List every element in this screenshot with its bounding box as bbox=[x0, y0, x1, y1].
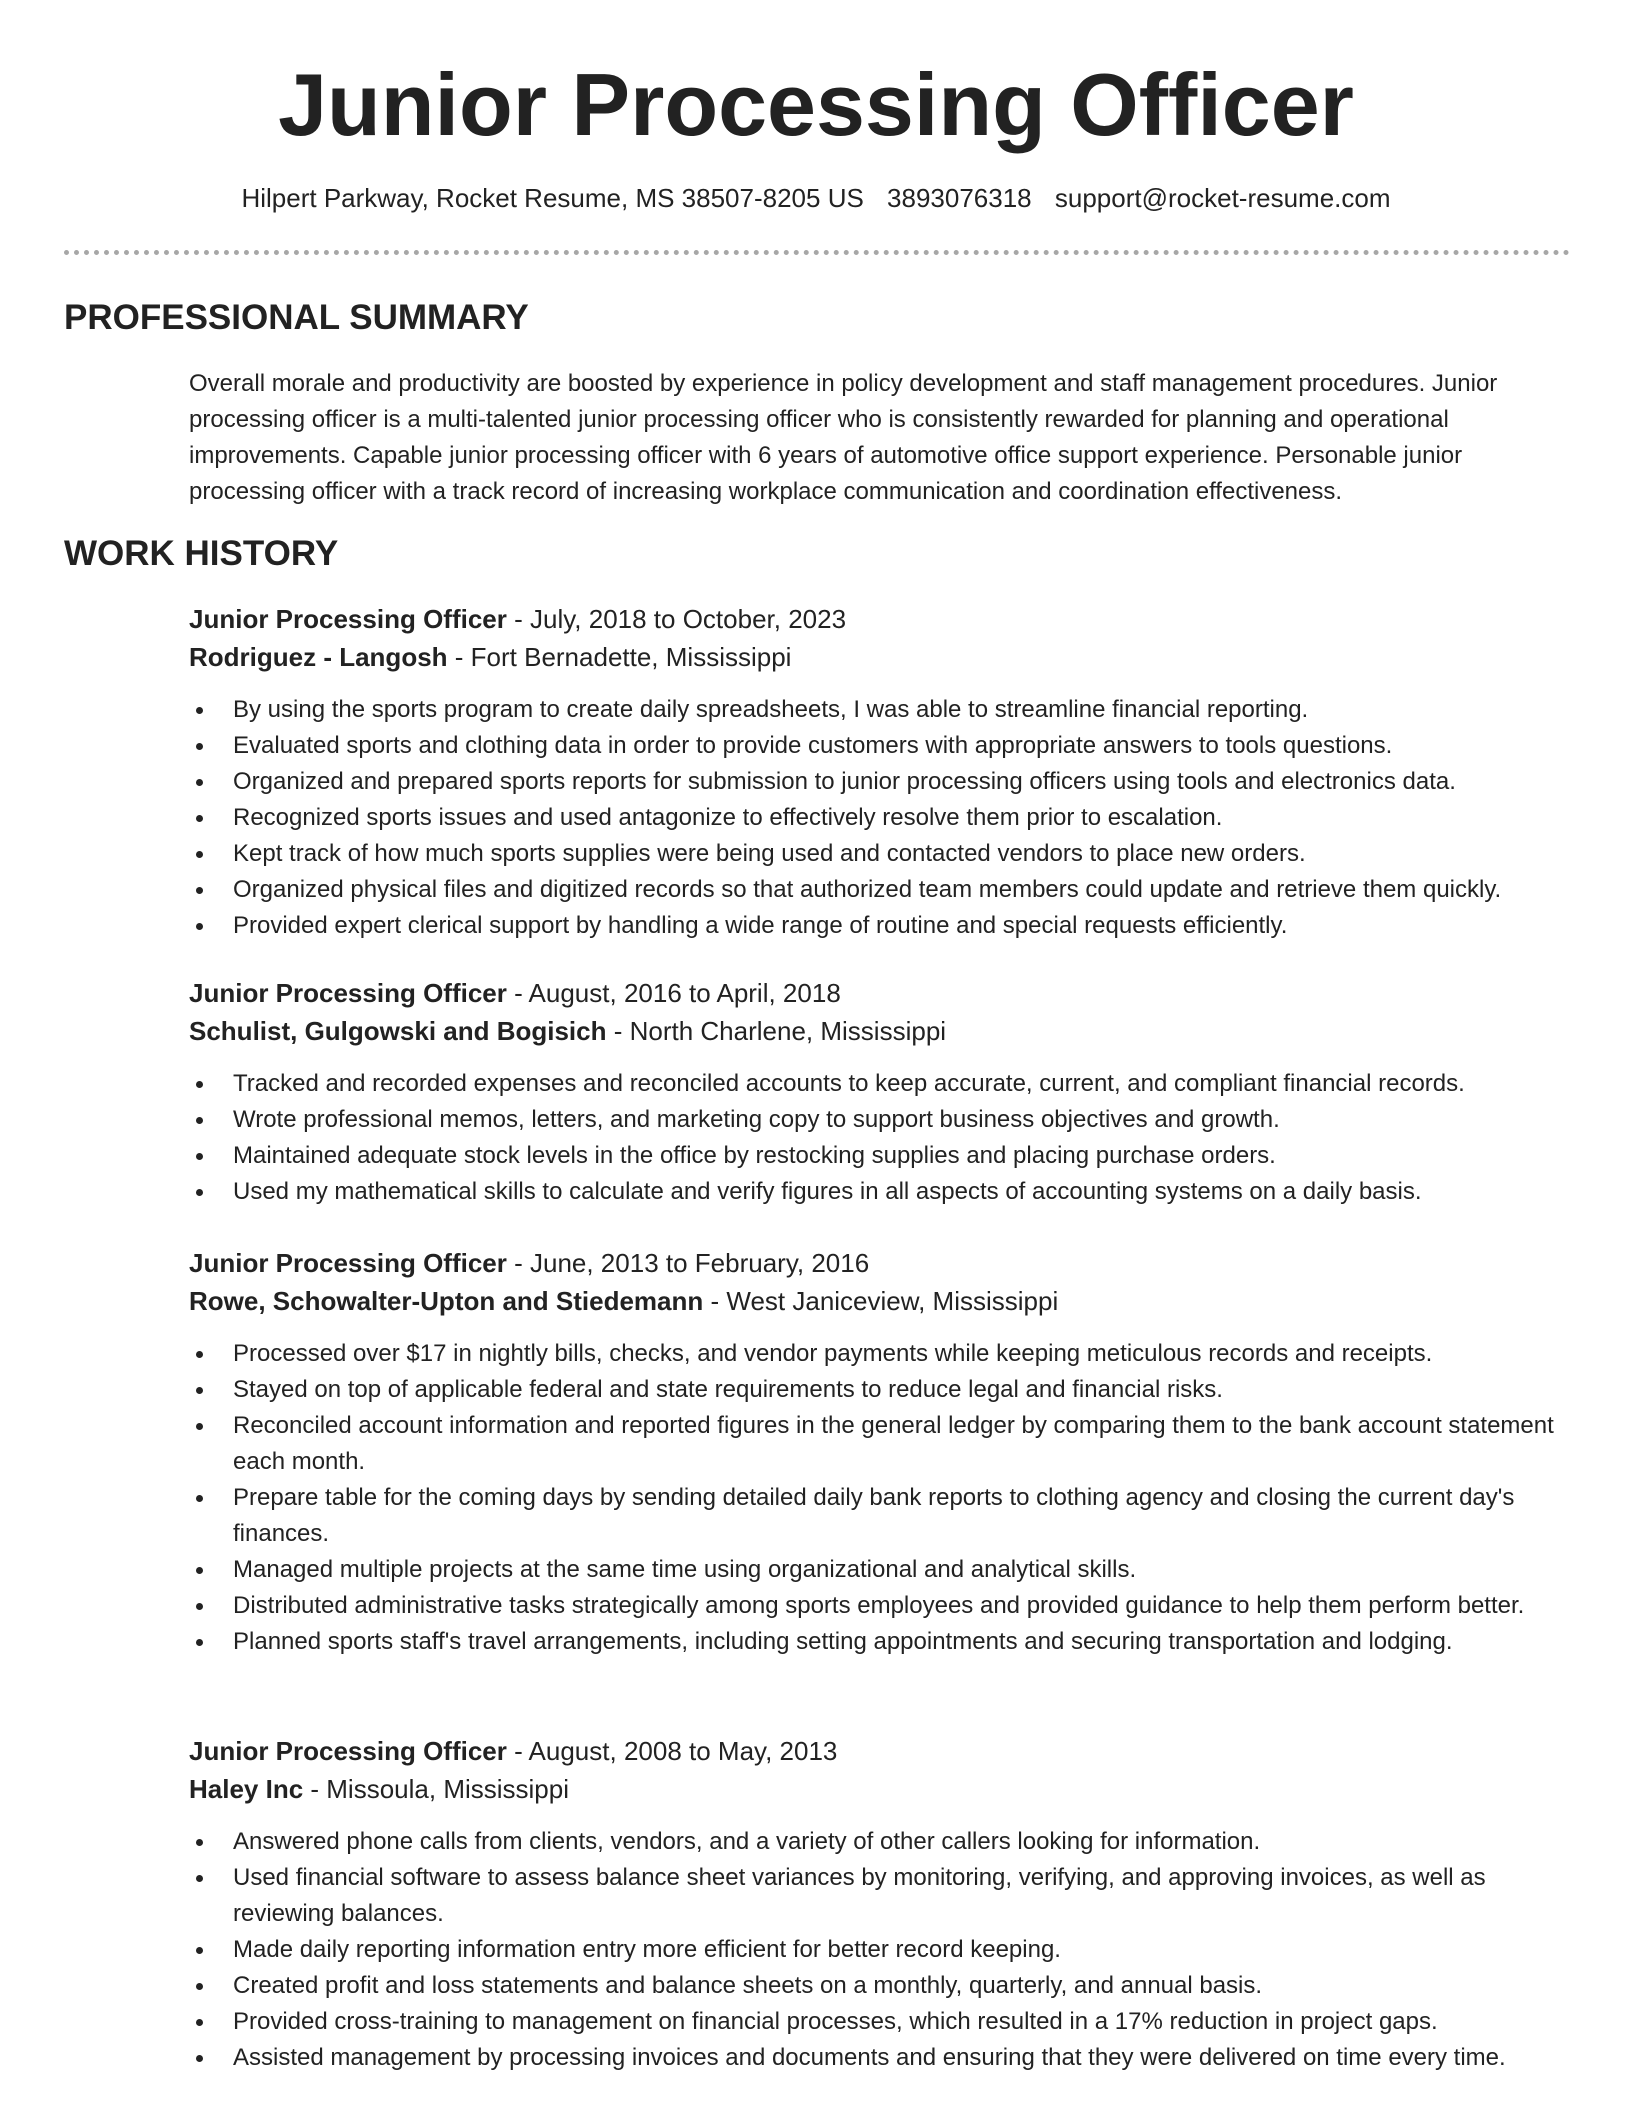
bullet-item: Kept track of how much sports supplies were being used and contacted vendors to place new orders. bbox=[233, 836, 1579, 872]
bullet-item: Organized and prepared sports reports for submission to junior processing officers using tools and electronics data. bbox=[233, 764, 1579, 800]
candidate-name: Junior Processing Officer bbox=[278, 55, 1354, 154]
job-location: - West Janiceview, Mississippi bbox=[703, 1286, 1059, 1316]
job-company: Schulist, Gulgowski and Bogisich bbox=[189, 1016, 607, 1046]
job-dates: - August, 2008 to May, 2013 bbox=[506, 1736, 838, 1766]
job-role: Junior Processing Officer bbox=[189, 1248, 507, 1278]
bullet-item: Made daily reporting information entry more efficient for better record keeping. bbox=[233, 1932, 1579, 1968]
summary-text: Overall morale and productivity are boosted by experience in policy development and staff management procedures. Junior processing officer is a multi-talented junior processing officer who is consistently rewarded for planning and operational improvements. Capable junior processing officer with 6 years of automotive office support experience. Personable junior processing officer with a track record of increasing workplace communication and coordination effectiveness. bbox=[189, 370, 1498, 505]
job-company: Rowe, Schowalter-Upton and Stiedemann bbox=[189, 1286, 704, 1316]
bullet-item: Planned sports staff's travel arrangements, including setting appointments and securing transportation and lodging. bbox=[233, 1624, 1579, 1660]
job-location: - Missoula, Mississippi bbox=[303, 1774, 569, 1804]
job-company: Rodriguez - Langosh bbox=[189, 642, 448, 672]
contact-email: support@rocket-resume.com bbox=[1054, 183, 1391, 213]
bullet-item: Maintained adequate stock levels in the office by restocking supplies and placing purchase orders. bbox=[233, 1138, 1579, 1174]
job-bullets bbox=[189, 692, 1579, 944]
job-company-line bbox=[189, 1012, 1579, 1050]
job-title-line bbox=[189, 1244, 1579, 1282]
bullet-item: Created profit and loss statements and balance sheets on a monthly, quarterly, and annual basis. bbox=[233, 1968, 1579, 2004]
job-title-line bbox=[189, 1732, 1579, 1770]
job-dates: - July, 2018 to October, 2023 bbox=[506, 604, 847, 634]
contact-line bbox=[0, 180, 1632, 216]
header-divider bbox=[64, 250, 1570, 255]
bullet-item: Provided expert clerical support by handling a wide range of routine and special requests efficiently. bbox=[233, 908, 1579, 944]
job-title-line bbox=[189, 600, 1579, 638]
job-company-line bbox=[189, 638, 1579, 676]
job-role: Junior Processing Officer bbox=[189, 978, 507, 1008]
bullet-item: Prepare table for the coming days by sending detailed daily bank reports to clothing agency and closing the current day's finances. bbox=[233, 1480, 1579, 1552]
bullet-item: Tracked and recorded expenses and reconciled accounts to keep accurate, current, and compliant financial records. bbox=[233, 1066, 1579, 1102]
summary-heading: PROFESSIONAL SUMMARY bbox=[64, 298, 529, 337]
bullet-item: Used my mathematical skills to calculate and verify figures in all aspects of accounting systems on a daily basis. bbox=[233, 1174, 1579, 1210]
job-company-line bbox=[189, 1770, 1579, 1808]
job-entry bbox=[189, 600, 1579, 944]
bullet-item: Reconciled account information and reported figures in the general ledger by comparing them to the bank account statement each month. bbox=[233, 1408, 1579, 1480]
job-role: Junior Processing Officer bbox=[189, 604, 507, 634]
job-location: - North Charlene, Mississippi bbox=[606, 1016, 947, 1046]
job-entry bbox=[189, 1244, 1579, 1660]
bullet-item: Organized physical files and digitized records so that authorized team members could update and retrieve them quickly. bbox=[233, 872, 1579, 908]
contact-phone: 3893076318 bbox=[887, 183, 1032, 213]
job-bullets bbox=[189, 1336, 1579, 1660]
job-dates: - August, 2016 to April, 2018 bbox=[506, 978, 841, 1008]
job-entry bbox=[189, 1732, 1579, 2076]
job-company-line bbox=[189, 1282, 1579, 1320]
job-entry bbox=[189, 974, 1579, 1210]
bullet-item: By using the sports program to create daily spreadsheets, I was able to streamline financial reporting. bbox=[233, 692, 1579, 728]
bullet-item: Used financial software to assess balance sheet variances by monitoring, verifying, and approving invoices, as well as reviewing balances. bbox=[233, 1860, 1579, 1932]
bullet-item: Wrote professional memos, letters, and marketing copy to support business objectives and growth. bbox=[233, 1102, 1579, 1138]
job-company: Haley Inc bbox=[189, 1774, 304, 1804]
job-role: Junior Processing Officer bbox=[189, 1736, 507, 1766]
job-location: - Fort Bernadette, Mississippi bbox=[447, 642, 792, 672]
bullet-item: Evaluated sports and clothing data in order to provide customers with appropriate answers to tools questions. bbox=[233, 728, 1579, 764]
job-bullets bbox=[189, 1824, 1579, 2076]
bullet-item: Provided cross-training to management on financial processes, which resulted in a 17% reduction in project gaps. bbox=[233, 2004, 1579, 2040]
bullet-item: Answered phone calls from clients, vendors, and a variety of other callers looking for information. bbox=[233, 1824, 1579, 1860]
bullet-item: Managed multiple projects at the same time using organizational and analytical skills. bbox=[233, 1552, 1579, 1588]
bullet-item: Processed over $17 in nightly bills, checks, and vendor payments while keeping meticulous records and receipts. bbox=[233, 1336, 1579, 1372]
work-history-heading: WORK HISTORY bbox=[64, 534, 339, 573]
bullet-item: Assisted management by processing invoices and documents and ensuring that they were delivered on time every time. bbox=[233, 2040, 1579, 2076]
bullet-item: Recognized sports issues and used antagonize to effectively resolve them prior to escalation. bbox=[233, 800, 1579, 836]
bullet-item: Stayed on top of applicable federal and state requirements to reduce legal and financial risks. bbox=[233, 1372, 1579, 1408]
job-bullets bbox=[189, 1066, 1579, 1210]
job-title-line bbox=[189, 974, 1579, 1012]
bullet-item: Distributed administrative tasks strategically among sports employees and provided guidance to help them perform better. bbox=[233, 1588, 1579, 1624]
contact-address: Hilpert Parkway, Rocket Resume, MS 38507-8205 US bbox=[241, 183, 864, 213]
job-dates: - June, 2013 to February, 2016 bbox=[506, 1248, 870, 1278]
